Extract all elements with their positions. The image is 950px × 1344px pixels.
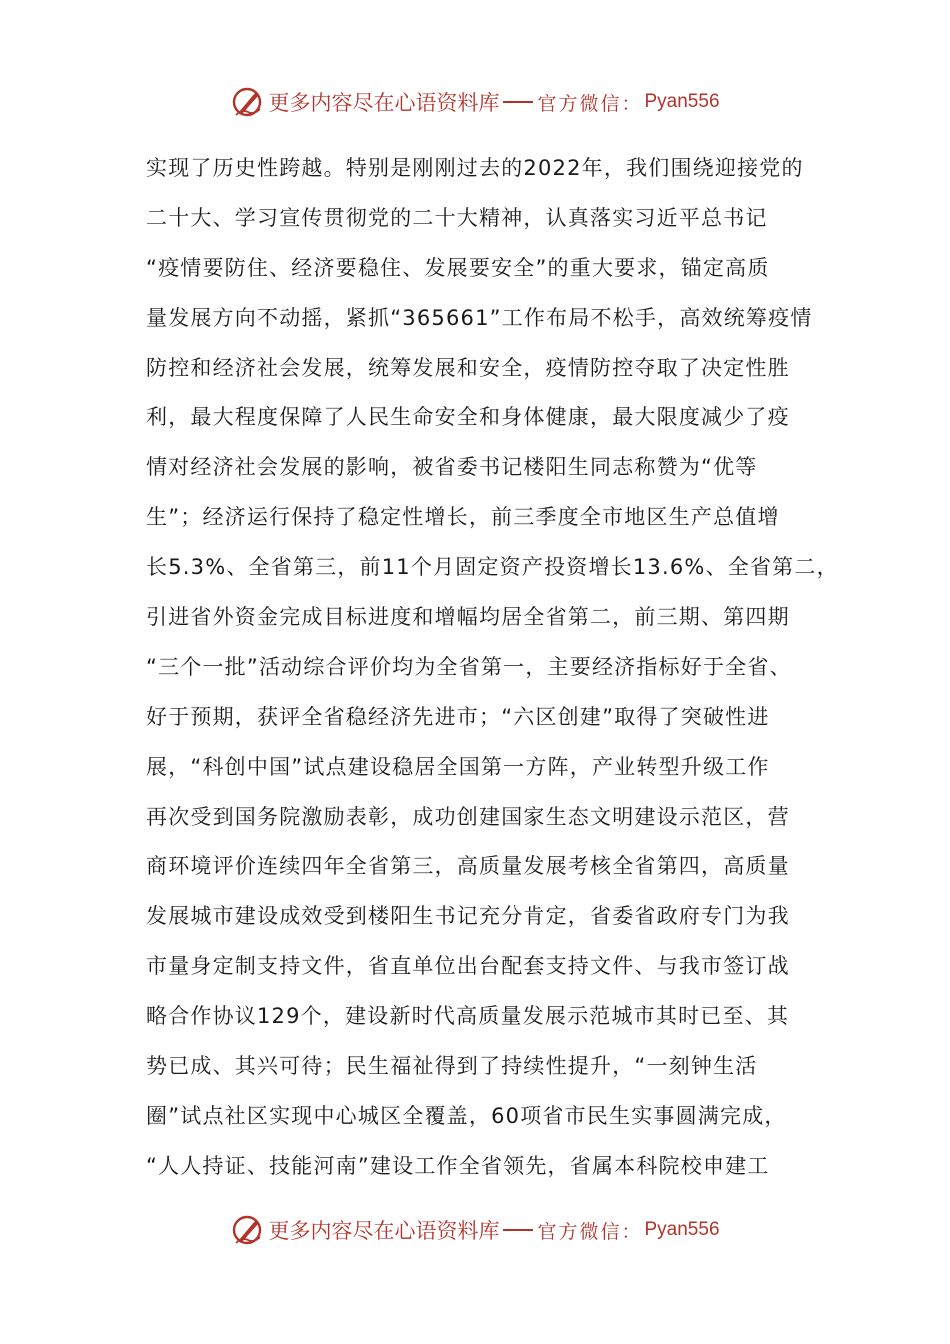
body-line: 生”；经济运行保持了稳定性增长，前三季度全市地区生产总值增 — [146, 505, 780, 530]
body-line: 圈”试点社区实现中心城区全覆盖，60项省市民生实事圆满完成， — [146, 1103, 787, 1128]
pen-circle-logo-icon — [230, 85, 264, 119]
body-line: 势已成、其兴可待；民生福祉得到了持续性提升，“一刻钟生活 — [146, 1054, 758, 1079]
header-site-text: 更多内容尽在心语资料库 — [268, 91, 500, 115]
header-banner — [0, 82, 950, 122]
body-line: 市量身定制支持文件，省直单位出台配套支持文件、与我市签订战 — [146, 954, 790, 979]
body-line: “疫情要防住、经济要稳住、发展要安全”的重大要求，锚定高质 — [146, 255, 770, 280]
body-line: “人人持证、技能河南”建设工作全省领先，省属本科院校申建工 — [146, 1153, 770, 1178]
pen-circle-logo-icon — [230, 1213, 264, 1247]
body-line: 实现了历史性跨越。特别是刚刚过去的2022年，我们围绕迎接党的 — [146, 156, 804, 180]
body-line: 情对经济社会发展的影响，被省委书记楼阳生同志称赞为“优等 — [146, 455, 758, 480]
footer-dash-divider — [503, 1229, 533, 1231]
footer-site-text: 更多内容尽在心语资料库 — [268, 1219, 500, 1243]
body-line: 长5.3%、全省第三，前11个月固定资产投资增长13.6%、全省第二， — [146, 555, 839, 580]
body-line: “三个一批”活动综合评价均为全省第一，主要经济指标好于全省、 — [146, 654, 792, 679]
body-line: 略合作协议129个，建设新时代高质量发展示范城市其时已至、其 — [146, 1004, 790, 1029]
body-line: 好于预期，获评全省稳经济先进市；“六区创建”取得了突破性进 — [146, 704, 770, 729]
footer-wechat-label: 官方微信： — [537, 1220, 643, 1243]
header-wechat-label: 官方微信： — [537, 92, 643, 115]
body-line: 再次受到国务院激励表彰，成功创建国家生态文明建设示范区，营 — [146, 804, 790, 829]
body-line: 引进省外资金完成目标进度和增幅均居全省第二，前三期、第四期 — [146, 605, 790, 630]
body-line: 展，“科创中国”试点建设稳居全国第一方阵，产业转型升级工作 — [146, 754, 770, 779]
footer-wechat-id: Pyan556 — [644, 1219, 720, 1240]
body-line: 二十大、学习宣传贯彻党的二十大精神，认真落实习近平总书记 — [146, 205, 768, 230]
body-line: 商环境评价连续四年全省第三，高质量发展考核全省第四，高质量 — [146, 854, 790, 879]
header-wechat-id: Pyan556 — [644, 91, 720, 112]
body-line: 发展城市建设成效受到楼阳生书记充分肯定，省委省政府专门为我 — [146, 904, 790, 929]
body-line: 利，最大程度保障了人民生命安全和身体健康，最大限度减少了疫 — [146, 405, 790, 430]
document-body — [146, 148, 839, 1196]
body-line: 量发展方向不动摇，紧抓“365661”工作布局不松手，高效统筹疫情 — [146, 305, 813, 330]
body-line: 防控和经济社会发展，统筹发展和安全，疫情防控夺取了决定性胜 — [146, 355, 790, 380]
footer-banner — [0, 1210, 950, 1250]
header-dash-divider — [503, 101, 533, 103]
